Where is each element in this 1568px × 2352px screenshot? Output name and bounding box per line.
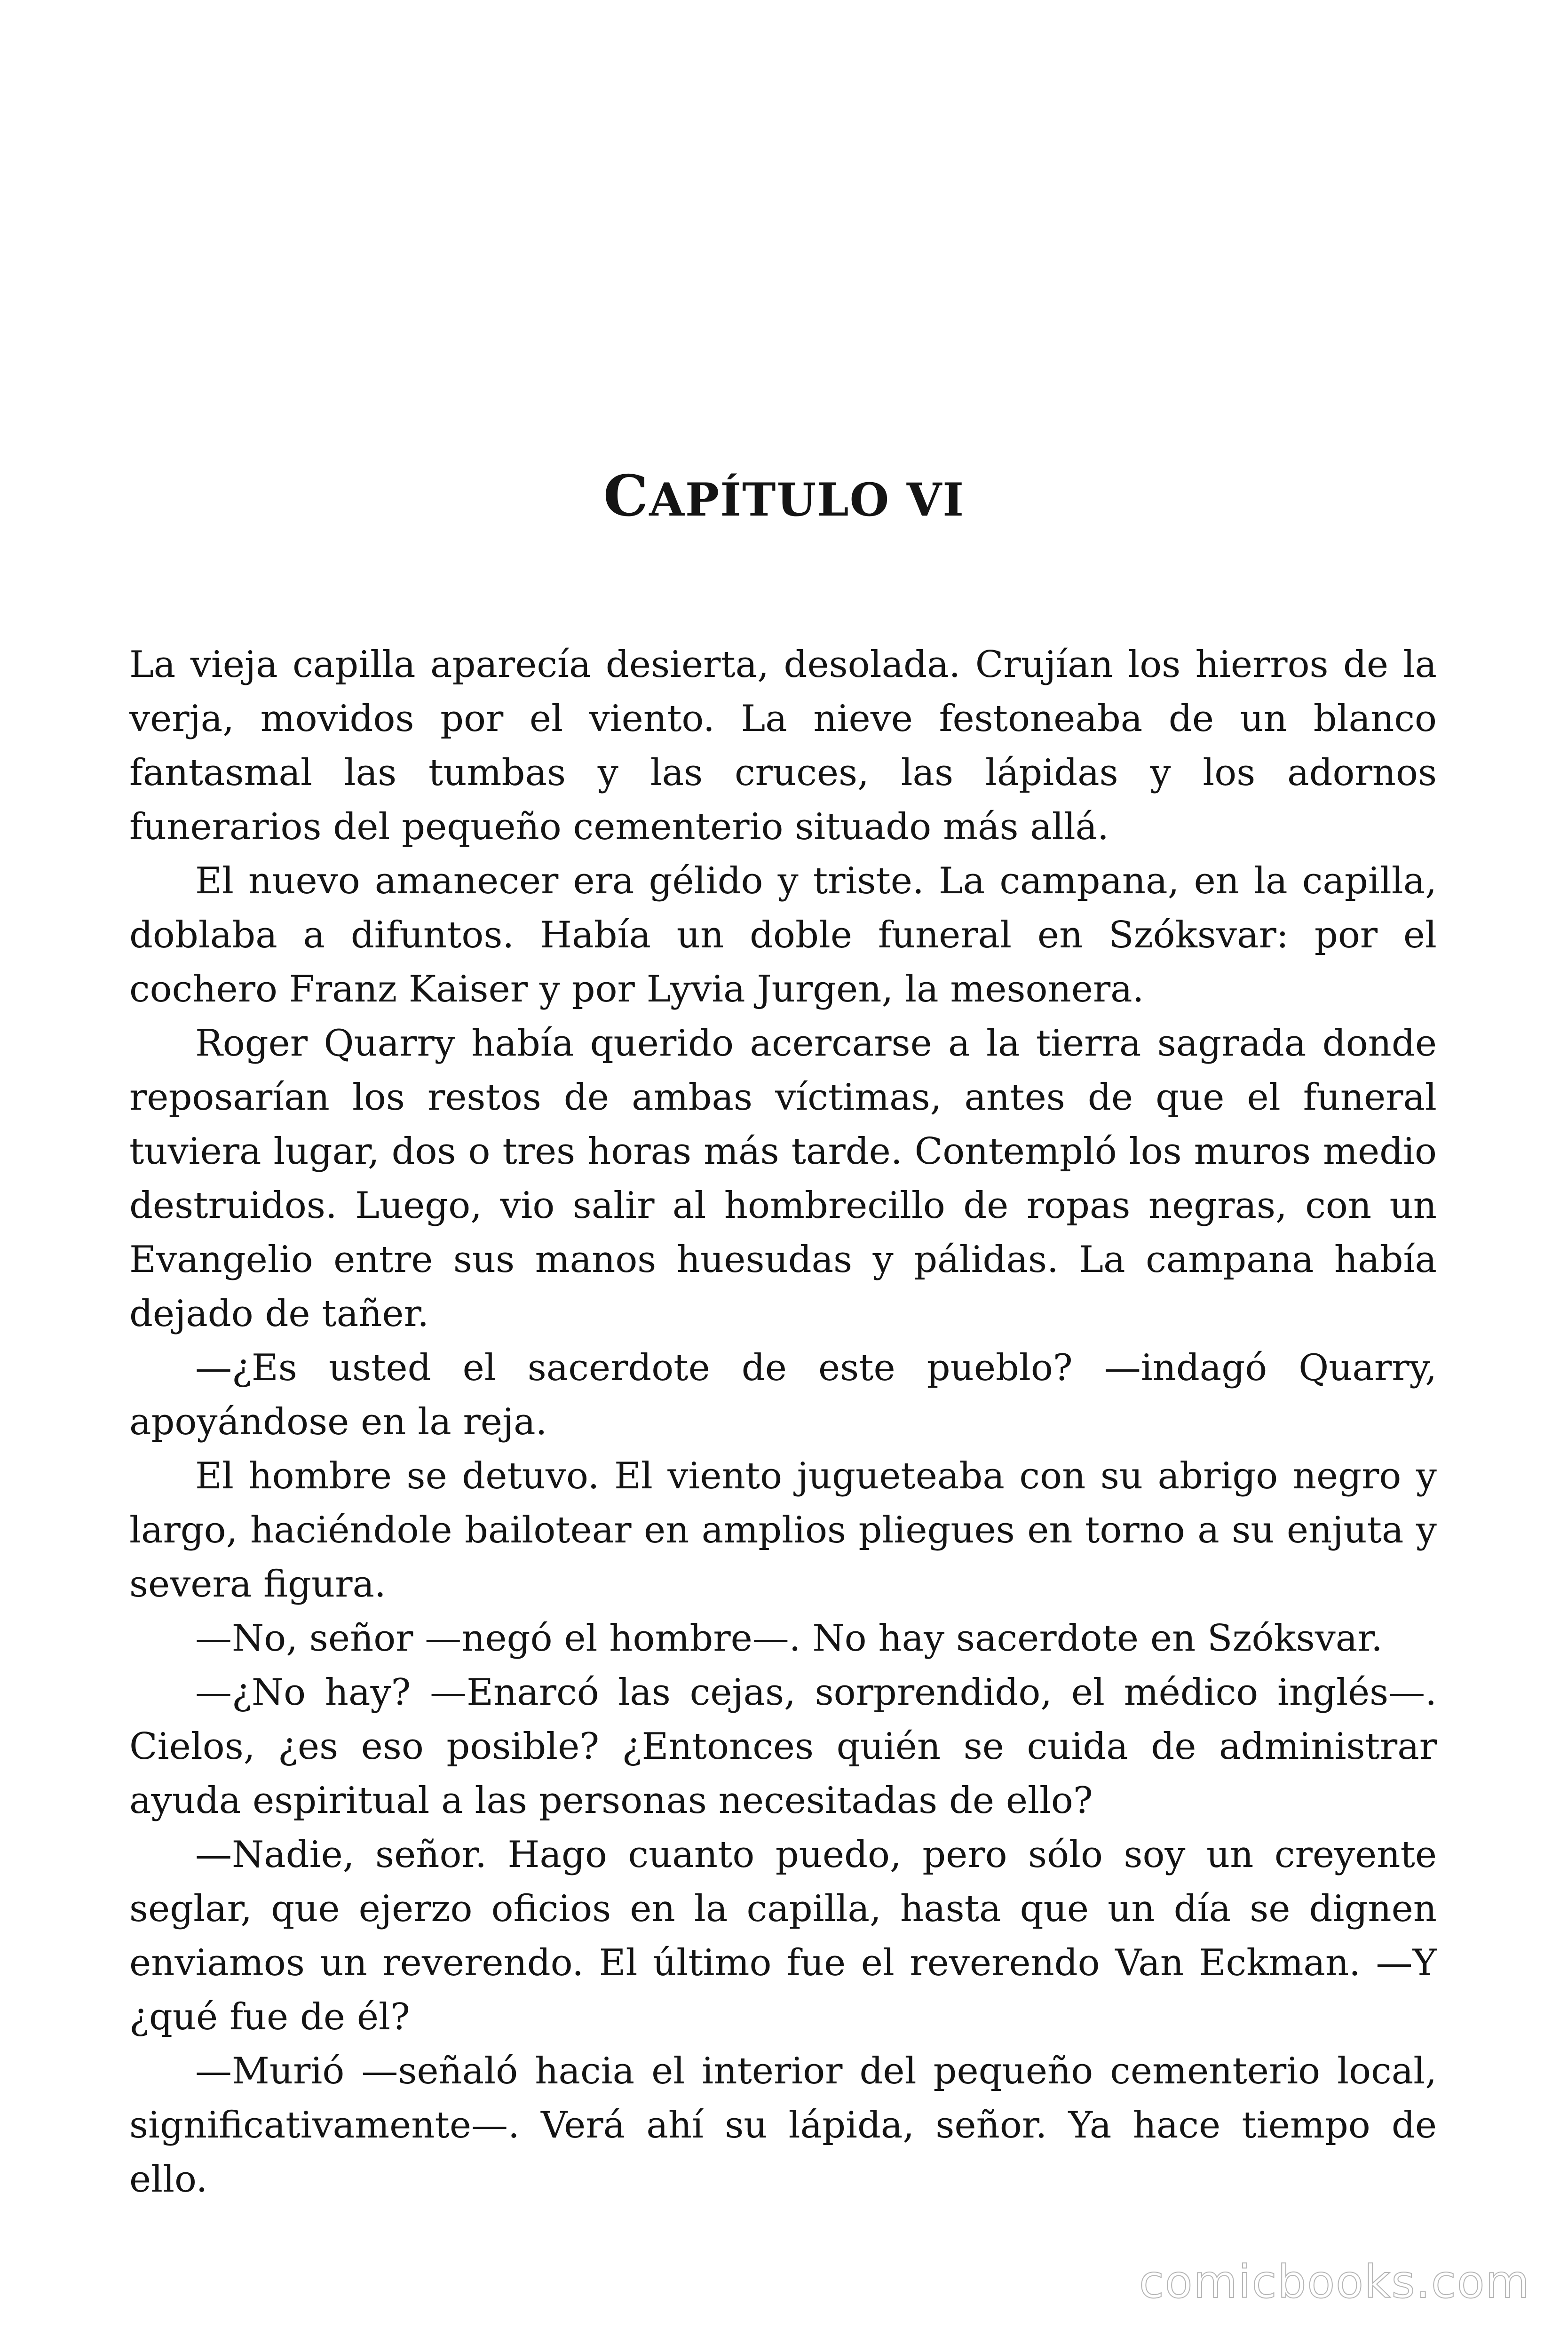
chapter-title [0, 463, 1568, 533]
paragraph-8: —Nadie, señor. Hago cuanto puedo, pero sólo soy un creyente seglar, que ejerzo oficios en la capilla, hasta que un día se dignen enviamos un reverendo. El último fue el reverendo Van Eckman. —Y ¿qué fue de él? [129, 1834, 1437, 2038]
chapter-body [129, 638, 1437, 2207]
paragraph-4: —¿Es usted el sacerdote de este pueblo? —indagó Quarry, apoyándose en la reja. [129, 1347, 1437, 1443]
paragraph-3: Roger Quarry había querido acercarse a la tierra sagrada donde reposarían los restos de ambas víctimas, antes de que el funeral tuviera lugar, dos o tres horas más tarde. Contempló los muros medio destruidos. Luego, vio salir al hombrecillo de ropas negras, con un Evangelio entre sus manos huesudas y pálidas. La campana había dejado de tañer. [129, 1022, 1437, 1335]
paragraph-2: El nuevo amanecer era gélido y triste. La campana, en la capilla, doblaba a difuntos. Había un doble funeral en Szóksvar: por el cochero Franz Kaiser y por Lyvia Jurgen, la mesonera. [129, 860, 1437, 1010]
paragraph-9: —Murió —señaló hacia el interior del pequeño cementerio local, significativamente—. Verá ahí su lápida, señor. Ya hace tiempo de ello. [129, 2050, 1437, 2201]
paragraph-5: El hombre se detuvo. El viento jugueteaba con su abrigo negro y largo, haciéndole bailotear en amplios pliegues en torno a su enjuta y severa figura. [129, 1455, 1437, 1605]
watermark: comicbooks.com [1139, 2256, 1530, 2308]
chapter-title-rest: APÍTULO VI [649, 473, 965, 526]
paragraph-7: —¿No hay? —Enarcó las cejas, sorprendido, el médico inglés—. Cielos, ¿es eso posible? ¿Entonces quién se cuida de administrar ayuda espiritual a las personas necesitadas de ello? [129, 1671, 1437, 1822]
chapter-title-initial: C [603, 463, 649, 529]
paragraph-6: —No, señor —negó el hombre—. No hay sacerdote en Szóksvar. [195, 1617, 1383, 1660]
paragraph-1: La vieja capilla aparecía desierta, desolada. Crujían los hierros de la verja, movidos por el viento. La nieve festoneaba de un blanco fantasmal las tumbas y las cruces, las lápidas y los adornos funerarios del pequeño cementerio situado más allá. [129, 644, 1437, 848]
